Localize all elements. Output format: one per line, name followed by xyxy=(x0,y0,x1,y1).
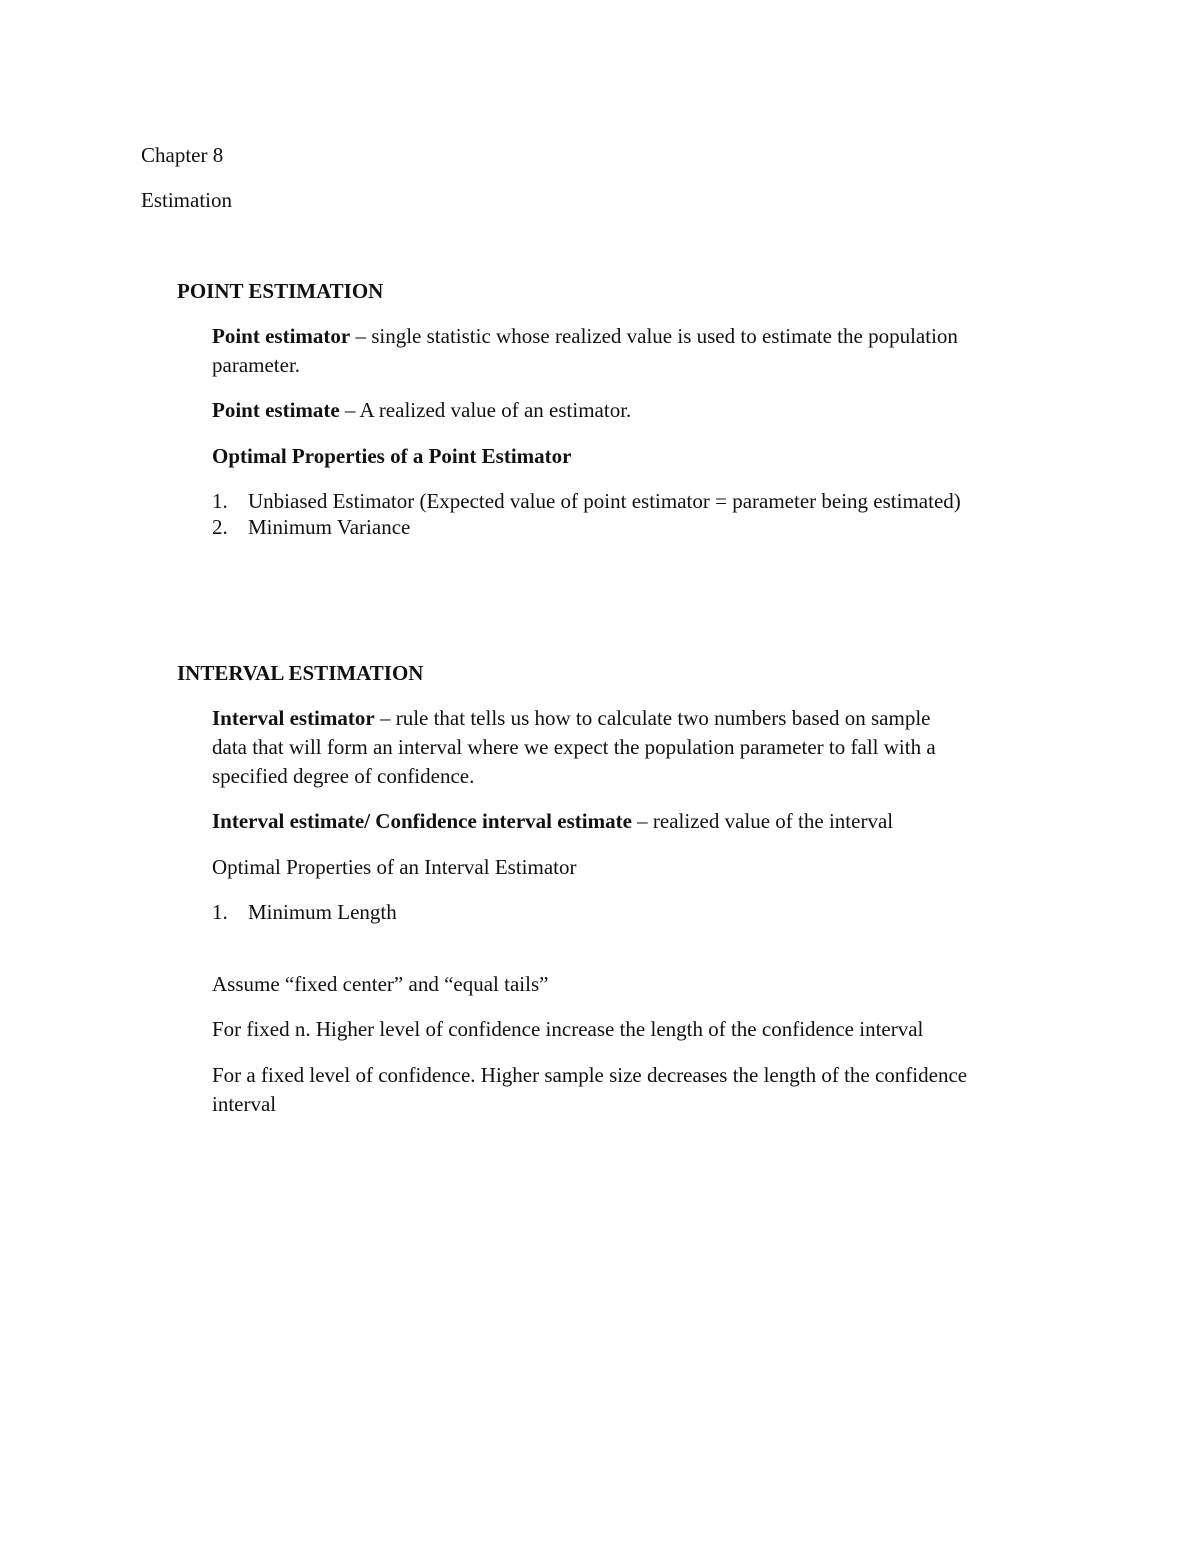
point-estimator-definition xyxy=(212,322,958,351)
interval-estimator-definition xyxy=(212,704,931,733)
point-estimator-text: – single statistic whose realized value is used to estimate the population xyxy=(350,324,958,348)
list-text: Minimum Length xyxy=(248,900,397,924)
list-number: 1. xyxy=(212,489,228,513)
interval-estimate-text: – realized value of the interval xyxy=(631,809,894,833)
list-item xyxy=(212,513,410,542)
point-estimate-definition xyxy=(212,396,631,425)
list-text: Minimum Variance xyxy=(248,515,411,539)
point-estimator-definition-cont: parameter. xyxy=(212,353,301,377)
interval-estimator-definition-cont: data that will form an interval where we expect the population parameter to fall with a xyxy=(212,735,936,759)
interval-estimator-definition-cont: specified degree of confidence. xyxy=(212,764,475,788)
point-estimation-heading: POINT ESTIMATION xyxy=(177,279,384,303)
note-fixed-confidence: For a fixed level of confidence. Higher sample size decreases the length of the confidence xyxy=(212,1063,968,1087)
chapter-title: Estimation xyxy=(141,188,232,212)
note-fixed-confidence-cont: interval xyxy=(212,1092,277,1116)
list-number: 1. xyxy=(212,900,228,924)
interval-estimation-heading: INTERVAL ESTIMATION xyxy=(177,661,424,685)
list-item xyxy=(212,898,397,927)
point-estimator-term: Point estimator xyxy=(212,324,351,348)
list-item xyxy=(212,487,961,516)
list-number: 2. xyxy=(212,515,228,539)
assumption-text: Assume “fixed center” and “equal tails” xyxy=(212,972,549,996)
interval-estimator-text: – rule that tells us how to calculate two numbers based on sample xyxy=(374,706,931,730)
note-fixed-n: For fixed n. Higher level of confidence increase the length of the confidence interval xyxy=(212,1017,924,1041)
point-properties-heading: Optimal Properties of a Point Estimator xyxy=(212,444,572,468)
list-text: Unbiased Estimator (Expected value of point estimator = parameter being estimated) xyxy=(248,489,961,513)
chapter-label: Chapter 8 xyxy=(141,143,224,167)
interval-estimate-term: Interval estimate/ Confidence interval estimate xyxy=(212,809,632,833)
point-estimate-term: Point estimate xyxy=(212,398,340,422)
interval-estimate-definition xyxy=(212,807,893,836)
interval-estimator-term: Interval estimator xyxy=(212,706,375,730)
point-estimate-text: – A realized value of an estimator. xyxy=(339,398,632,422)
interval-properties-heading: Optimal Properties of an Interval Estimator xyxy=(212,855,577,879)
